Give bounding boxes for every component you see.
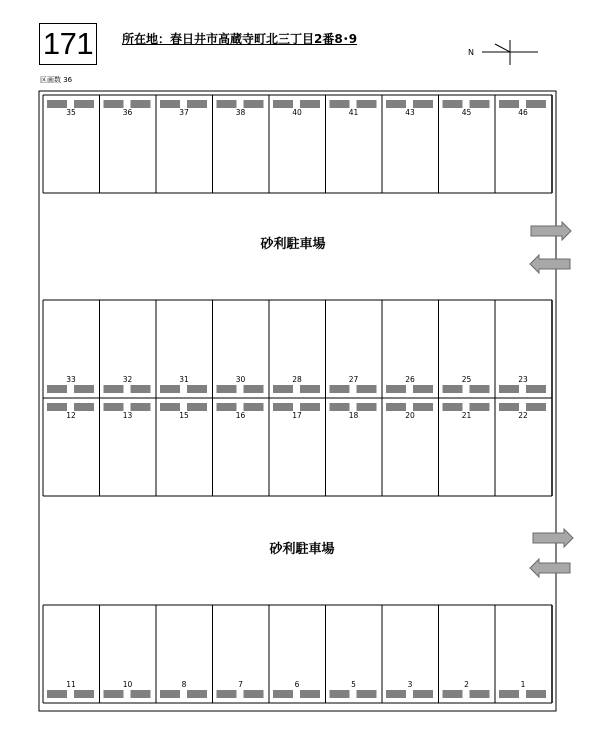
wheel-stop-icon [244, 100, 264, 108]
wheel-stop-icon [386, 100, 406, 108]
parking-stall [439, 605, 490, 703]
space-count: 区画数 36 [40, 76, 73, 84]
arrow-in-upper-icon [531, 222, 571, 240]
stall-number: 30 [235, 375, 246, 384]
wheel-stop-icon [499, 690, 519, 698]
parking-stall [100, 300, 151, 398]
wheel-stop-icon [244, 403, 264, 411]
parking-stall [495, 605, 546, 703]
parking-stall [495, 300, 546, 398]
parking-stall [382, 398, 433, 496]
parking-stall [439, 95, 490, 193]
wheel-stop-icon [104, 690, 124, 698]
wheel-stop-icon [217, 385, 237, 393]
stall-row-row1 [43, 95, 552, 193]
wheel-stop-icon [160, 385, 180, 393]
wheel-stop-icon [330, 100, 350, 108]
wheel-stop-icon [470, 100, 490, 108]
wheel-stop-icon [443, 403, 463, 411]
wheel-stop-icon [74, 385, 94, 393]
stall-number: 23 [518, 375, 528, 384]
stall-row-row3 [43, 398, 552, 496]
wheel-stop-icon [386, 403, 406, 411]
wheel-stop-icon [526, 403, 546, 411]
parking-stall [439, 398, 490, 496]
wheel-stop-icon [526, 385, 546, 393]
parking-stall [43, 95, 94, 193]
wheel-stop-icon [526, 690, 546, 698]
stall-number: 40 [292, 108, 302, 117]
wheel-stop-icon [47, 690, 67, 698]
stall-number: 41 [348, 108, 359, 117]
stall-number: 13 [122, 411, 133, 420]
stall-number: 5 [351, 680, 356, 689]
wheel-stop-icon [386, 690, 406, 698]
parking-stall [213, 605, 264, 703]
wheel-stop-icon [47, 385, 67, 393]
wheel-stop-icon [470, 690, 490, 698]
wheel-stop-icon [217, 100, 237, 108]
wheel-stop-icon [187, 385, 207, 393]
parking-stall [156, 300, 207, 398]
wheel-stop-icon [413, 403, 433, 411]
gravel-lot-label-upper: 砂利駐車場 [260, 237, 326, 252]
wheel-stop-icon [104, 385, 124, 393]
stall-number: 17 [292, 411, 302, 420]
stall-number: 7 [238, 680, 243, 689]
wheel-stop-icon [526, 100, 546, 108]
wheel-stop-icon [160, 690, 180, 698]
wheel-stop-icon [104, 100, 124, 108]
parking-stall [100, 605, 151, 703]
wheel-stop-icon [74, 100, 94, 108]
stall-number: 25 [461, 375, 472, 384]
wheel-stop-icon [131, 100, 151, 108]
parking-stall [43, 398, 94, 496]
wheel-stop-icon [273, 690, 293, 698]
parking-stall [213, 300, 264, 398]
wheel-stop-icon [217, 403, 237, 411]
parking-stall [382, 300, 433, 398]
wheel-stop-icon [413, 690, 433, 698]
stall-row-row2 [43, 300, 552, 398]
stall-number: 43 [405, 108, 415, 117]
wheel-stop-icon [357, 385, 377, 393]
stall-number: 38 [235, 108, 246, 117]
wheel-stop-icon [499, 385, 519, 393]
parking-stall [43, 300, 94, 398]
wheel-stop-icon [470, 403, 490, 411]
parking-stall [43, 605, 94, 703]
wheel-stop-icon [386, 385, 406, 393]
wheel-stop-icon [443, 100, 463, 108]
parking-stall [100, 95, 151, 193]
stall-number: 8 [181, 680, 187, 689]
parking-stall [269, 95, 320, 193]
wheel-stop-icon [470, 385, 490, 393]
parking-stall [269, 300, 320, 398]
wheel-stop-icon [413, 100, 433, 108]
stall-number: 45 [461, 108, 472, 117]
wheel-stop-icon [499, 100, 519, 108]
stall-number: 28 [292, 375, 302, 384]
arrow-out-lower-icon [530, 559, 570, 577]
wheel-stop-icon [74, 690, 94, 698]
wheel-stop-icon [330, 385, 350, 393]
stall-number: 2 [464, 680, 469, 689]
stall-number: 16 [235, 411, 246, 420]
parking-stall [100, 398, 151, 496]
wheel-stop-icon [499, 403, 519, 411]
wheel-stop-icon [217, 690, 237, 698]
parking-stall [269, 398, 320, 496]
parking-stall [156, 95, 207, 193]
stall-number: 20 [405, 411, 415, 420]
parking-stall [269, 605, 320, 703]
stall-number: 33 [66, 375, 76, 384]
parking-stall [213, 95, 264, 193]
wheel-stop-icon [47, 100, 67, 108]
wheel-stop-icon [330, 690, 350, 698]
parking-stall [439, 300, 490, 398]
north-label: N [468, 48, 474, 57]
wheel-stop-icon [330, 403, 350, 411]
wheel-stop-icon [74, 403, 94, 411]
wheel-stop-icon [300, 100, 320, 108]
wheel-stop-icon [187, 403, 207, 411]
stall-number: 1 [520, 680, 526, 689]
parking-stall [495, 398, 546, 496]
wheel-stop-icon [413, 385, 433, 393]
stall-number: 15 [179, 411, 189, 420]
stall-number: 46 [518, 108, 528, 117]
wheel-stop-icon [160, 403, 180, 411]
parking-stalls [43, 95, 552, 703]
stall-number: 37 [179, 108, 189, 117]
stall-number: 31 [179, 375, 189, 384]
parking-stall [382, 95, 433, 193]
wheel-stop-icon [47, 403, 67, 411]
wheel-stop-icon [300, 403, 320, 411]
parking-stall [382, 605, 433, 703]
wheel-stop-icon [273, 100, 293, 108]
wheel-stop-icon [357, 403, 377, 411]
address-title: 所在地：春日井市高蔵寺町北三丁目2番8･9 [122, 32, 358, 46]
parking-stall [156, 605, 207, 703]
stall-number: 22 [518, 411, 528, 420]
site-boundary [39, 91, 556, 711]
stall-row-row4 [43, 605, 552, 703]
wheel-stop-icon [160, 100, 180, 108]
parking-stall [326, 95, 377, 193]
wheel-stop-icon [300, 690, 320, 698]
stall-number: 11 [66, 680, 76, 689]
wheel-stop-icon [131, 690, 151, 698]
lot-number-badge: 171 [39, 23, 97, 65]
stall-number: 32 [122, 375, 133, 384]
stall-number: 21 [461, 411, 472, 420]
stall-number: 36 [122, 108, 133, 117]
arrow-out-upper-icon [530, 255, 570, 273]
stall-number: 6 [294, 680, 300, 689]
parking-stall [213, 398, 264, 496]
parking-stall [326, 398, 377, 496]
wheel-stop-icon [443, 385, 463, 393]
wheel-stop-icon [357, 100, 377, 108]
wheel-stop-icon [357, 690, 377, 698]
stall-number: 3 [407, 680, 413, 689]
wheel-stop-icon [244, 690, 264, 698]
parking-stall [326, 300, 377, 398]
wheel-stop-icon [104, 403, 124, 411]
stall-number: 18 [348, 411, 359, 420]
wheel-stop-icon [443, 690, 463, 698]
wheel-stop-icon [131, 385, 151, 393]
stall-number: 10 [122, 680, 133, 689]
gravel-lot-label-lower: 砂利駐車場 [269, 542, 335, 557]
parking-stall [156, 398, 207, 496]
stall-number: 12 [66, 411, 76, 420]
wheel-stop-icon [187, 100, 207, 108]
arrow-in-lower-icon [533, 529, 573, 547]
stall-number: 35 [66, 108, 76, 117]
north-arrow-icon [468, 40, 538, 65]
stall-number: 26 [405, 375, 415, 384]
wheel-stop-icon [131, 403, 151, 411]
wheel-stop-icon [273, 403, 293, 411]
wheel-stop-icon [187, 690, 207, 698]
wheel-stop-icon [244, 385, 264, 393]
wheel-stop-icon [300, 385, 320, 393]
parking-stall [495, 95, 546, 193]
wheel-stop-icon [273, 385, 293, 393]
parking-stall [326, 605, 377, 703]
stall-number: 27 [348, 375, 359, 384]
